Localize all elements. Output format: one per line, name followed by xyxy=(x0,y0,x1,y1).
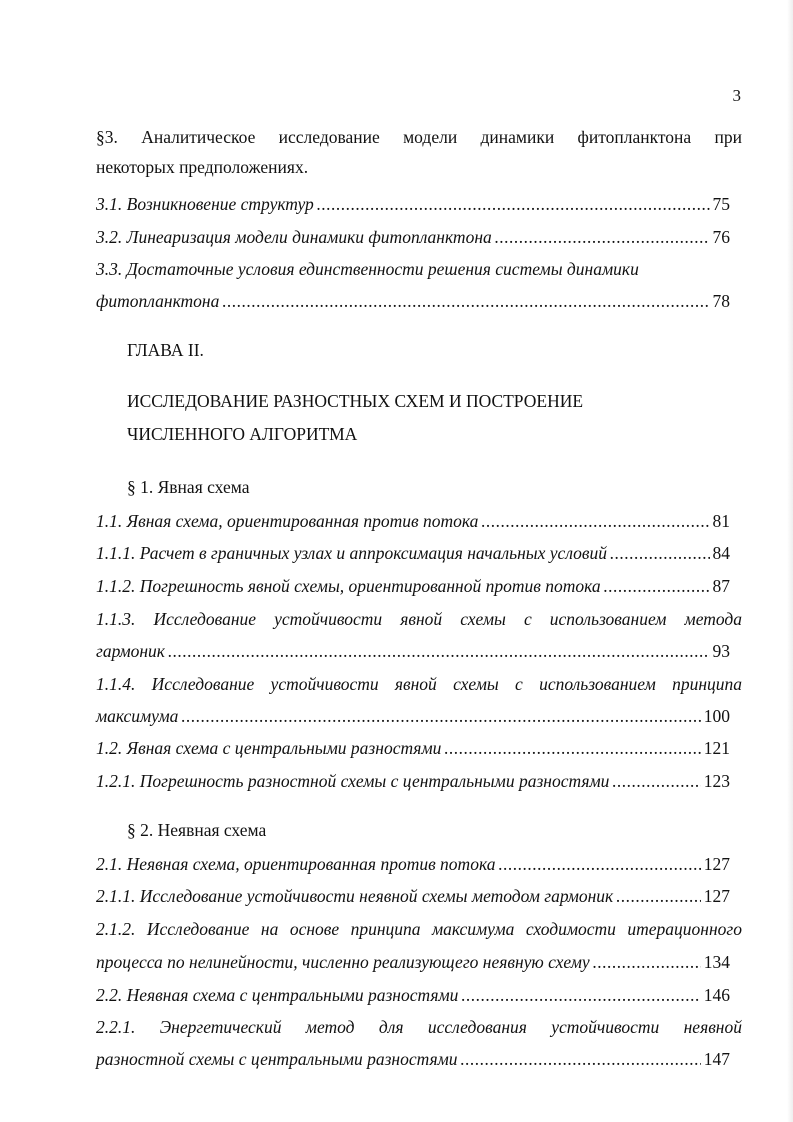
leader-dots xyxy=(317,192,710,216)
toc-entry[interactable] xyxy=(96,736,730,760)
toc-entry-page: 87 xyxy=(712,576,730,596)
toc-entry-page: 147 xyxy=(703,1049,730,1069)
toc-entry-page: 81 xyxy=(712,511,730,531)
leader-dots xyxy=(444,736,700,760)
toc-entry-line1[interactable]: 2.1.2. Исследование на основе принципа максимума сходимости итерационного xyxy=(96,919,742,939)
leader-dots xyxy=(604,574,710,598)
section3-title-cont: некоторых предположениях. xyxy=(96,157,309,177)
toc-entry[interactable] xyxy=(96,852,730,876)
leader-dots xyxy=(168,639,710,663)
toc-entry[interactable] xyxy=(96,225,730,249)
leader-dots xyxy=(461,1047,701,1071)
toc-entry-page: 84 xyxy=(712,543,730,563)
toc-entry-line1[interactable]: 3.3. Достаточные условия единственности решения системы динамики xyxy=(96,259,639,279)
toc-entry-page: 123 xyxy=(703,771,730,791)
toc-entry-title: 1.1. Явная схема, ориентированная против потока xyxy=(96,511,479,531)
scan-edge xyxy=(787,0,793,1122)
toc-entry-title: 1.1.1. Расчет в граничных узлах и аппроксимация начальных условий xyxy=(96,543,608,563)
toc-entry-title: процесса по нелинейности, численно реализующего неявную схему xyxy=(96,952,590,972)
toc-entry-page: 146 xyxy=(703,985,730,1005)
toc-entry-page: 127 xyxy=(703,886,730,906)
toc-entry-page: 75 xyxy=(712,194,730,214)
toc-entry[interactable] xyxy=(96,884,730,908)
chapter-title: ИССЛЕДОВАНИЕ РАЗНОСТНЫХ СХЕМ И ПОСТРОЕНИЕ xyxy=(127,391,584,411)
leader-dots xyxy=(181,704,700,728)
toc-entry[interactable] xyxy=(96,1047,730,1071)
toc-entry-line1[interactable]: 1.1.4. Исследование устойчивости явной схемы с использованием принципа xyxy=(96,674,742,694)
toc-entry[interactable] xyxy=(96,509,730,533)
toc-entry-title: 3.1. Возникновение структур xyxy=(96,194,314,214)
toc-entry-title: 2.2. Неявная схема с центральными разностями xyxy=(96,985,459,1005)
toc-entry-title: 1.1.2. Погрешность явной схемы, ориентированной против потока xyxy=(96,576,601,596)
leader-dots xyxy=(481,509,709,533)
toc-entry-page: 78 xyxy=(712,291,730,311)
toc-entry-title: максимума xyxy=(96,706,179,726)
chapter-label: ГЛАВА II. xyxy=(127,340,204,360)
toc-entry-title: 1.2. Явная схема с центральными разностями xyxy=(96,738,442,758)
toc-entry-page: 100 xyxy=(703,706,730,726)
toc-entry-page: 76 xyxy=(712,227,730,247)
toc-entry-line1[interactable]: 1.1.3. Исследование устойчивости явной схемы с использованием метода xyxy=(96,609,742,629)
toc-entry-line1[interactable]: 2.2.1. Энергетический метод для исследования устойчивости неявной xyxy=(96,1017,742,1037)
leader-dots xyxy=(593,950,701,974)
section3-title: §3. Аналитическое исследование модели динамики фитопланктона при xyxy=(96,127,742,147)
toc-entry-page: 93 xyxy=(712,641,730,661)
toc-entry-title: 2.1.1. Исследование устойчивости неявной схемы методом гармоник xyxy=(96,886,614,906)
leader-dots xyxy=(610,541,709,565)
paragraph2-title: § 2. Неявная схема xyxy=(127,820,267,840)
leader-dots xyxy=(616,884,701,908)
toc-entry[interactable] xyxy=(96,639,730,663)
toc-entry-title: 3.2. Линеаризация модели динамики фитопланктона xyxy=(96,227,492,247)
leader-dots xyxy=(461,983,700,1007)
chapter-title-cont: ЧИСЛЕННОГО АЛГОРИТМА xyxy=(127,424,358,444)
toc-entry-title: 2.1. Неявная схема, ориентированная против потока xyxy=(96,854,496,874)
toc-entry-page: 127 xyxy=(703,854,730,874)
leader-dots xyxy=(498,852,700,876)
toc-entry-title: разностной схемы с центральными разностями xyxy=(96,1049,458,1069)
toc-entry[interactable] xyxy=(96,192,730,216)
toc-entry-page: 121 xyxy=(703,738,730,758)
paragraph1-title: § 1. Явная схема xyxy=(127,477,250,497)
leader-dots xyxy=(612,769,700,793)
toc-entry[interactable] xyxy=(96,289,730,313)
toc-entry-title: 1.2.1. Погрешность разностной схемы с центральными разностями xyxy=(96,771,610,791)
toc-entry[interactable] xyxy=(96,574,730,598)
toc-entry[interactable] xyxy=(96,704,730,728)
leader-dots xyxy=(495,225,710,249)
toc-entry[interactable] xyxy=(96,983,730,1007)
toc-entry-title: фитопланктона xyxy=(96,291,220,311)
toc-entry[interactable] xyxy=(96,769,730,793)
page-number: 3 xyxy=(732,86,741,105)
toc-entry-page: 134 xyxy=(703,952,730,972)
leader-dots xyxy=(222,289,709,313)
toc-entry[interactable] xyxy=(96,950,730,974)
toc-entry-title: гармоник xyxy=(96,641,165,661)
toc-entry[interactable] xyxy=(96,541,730,565)
